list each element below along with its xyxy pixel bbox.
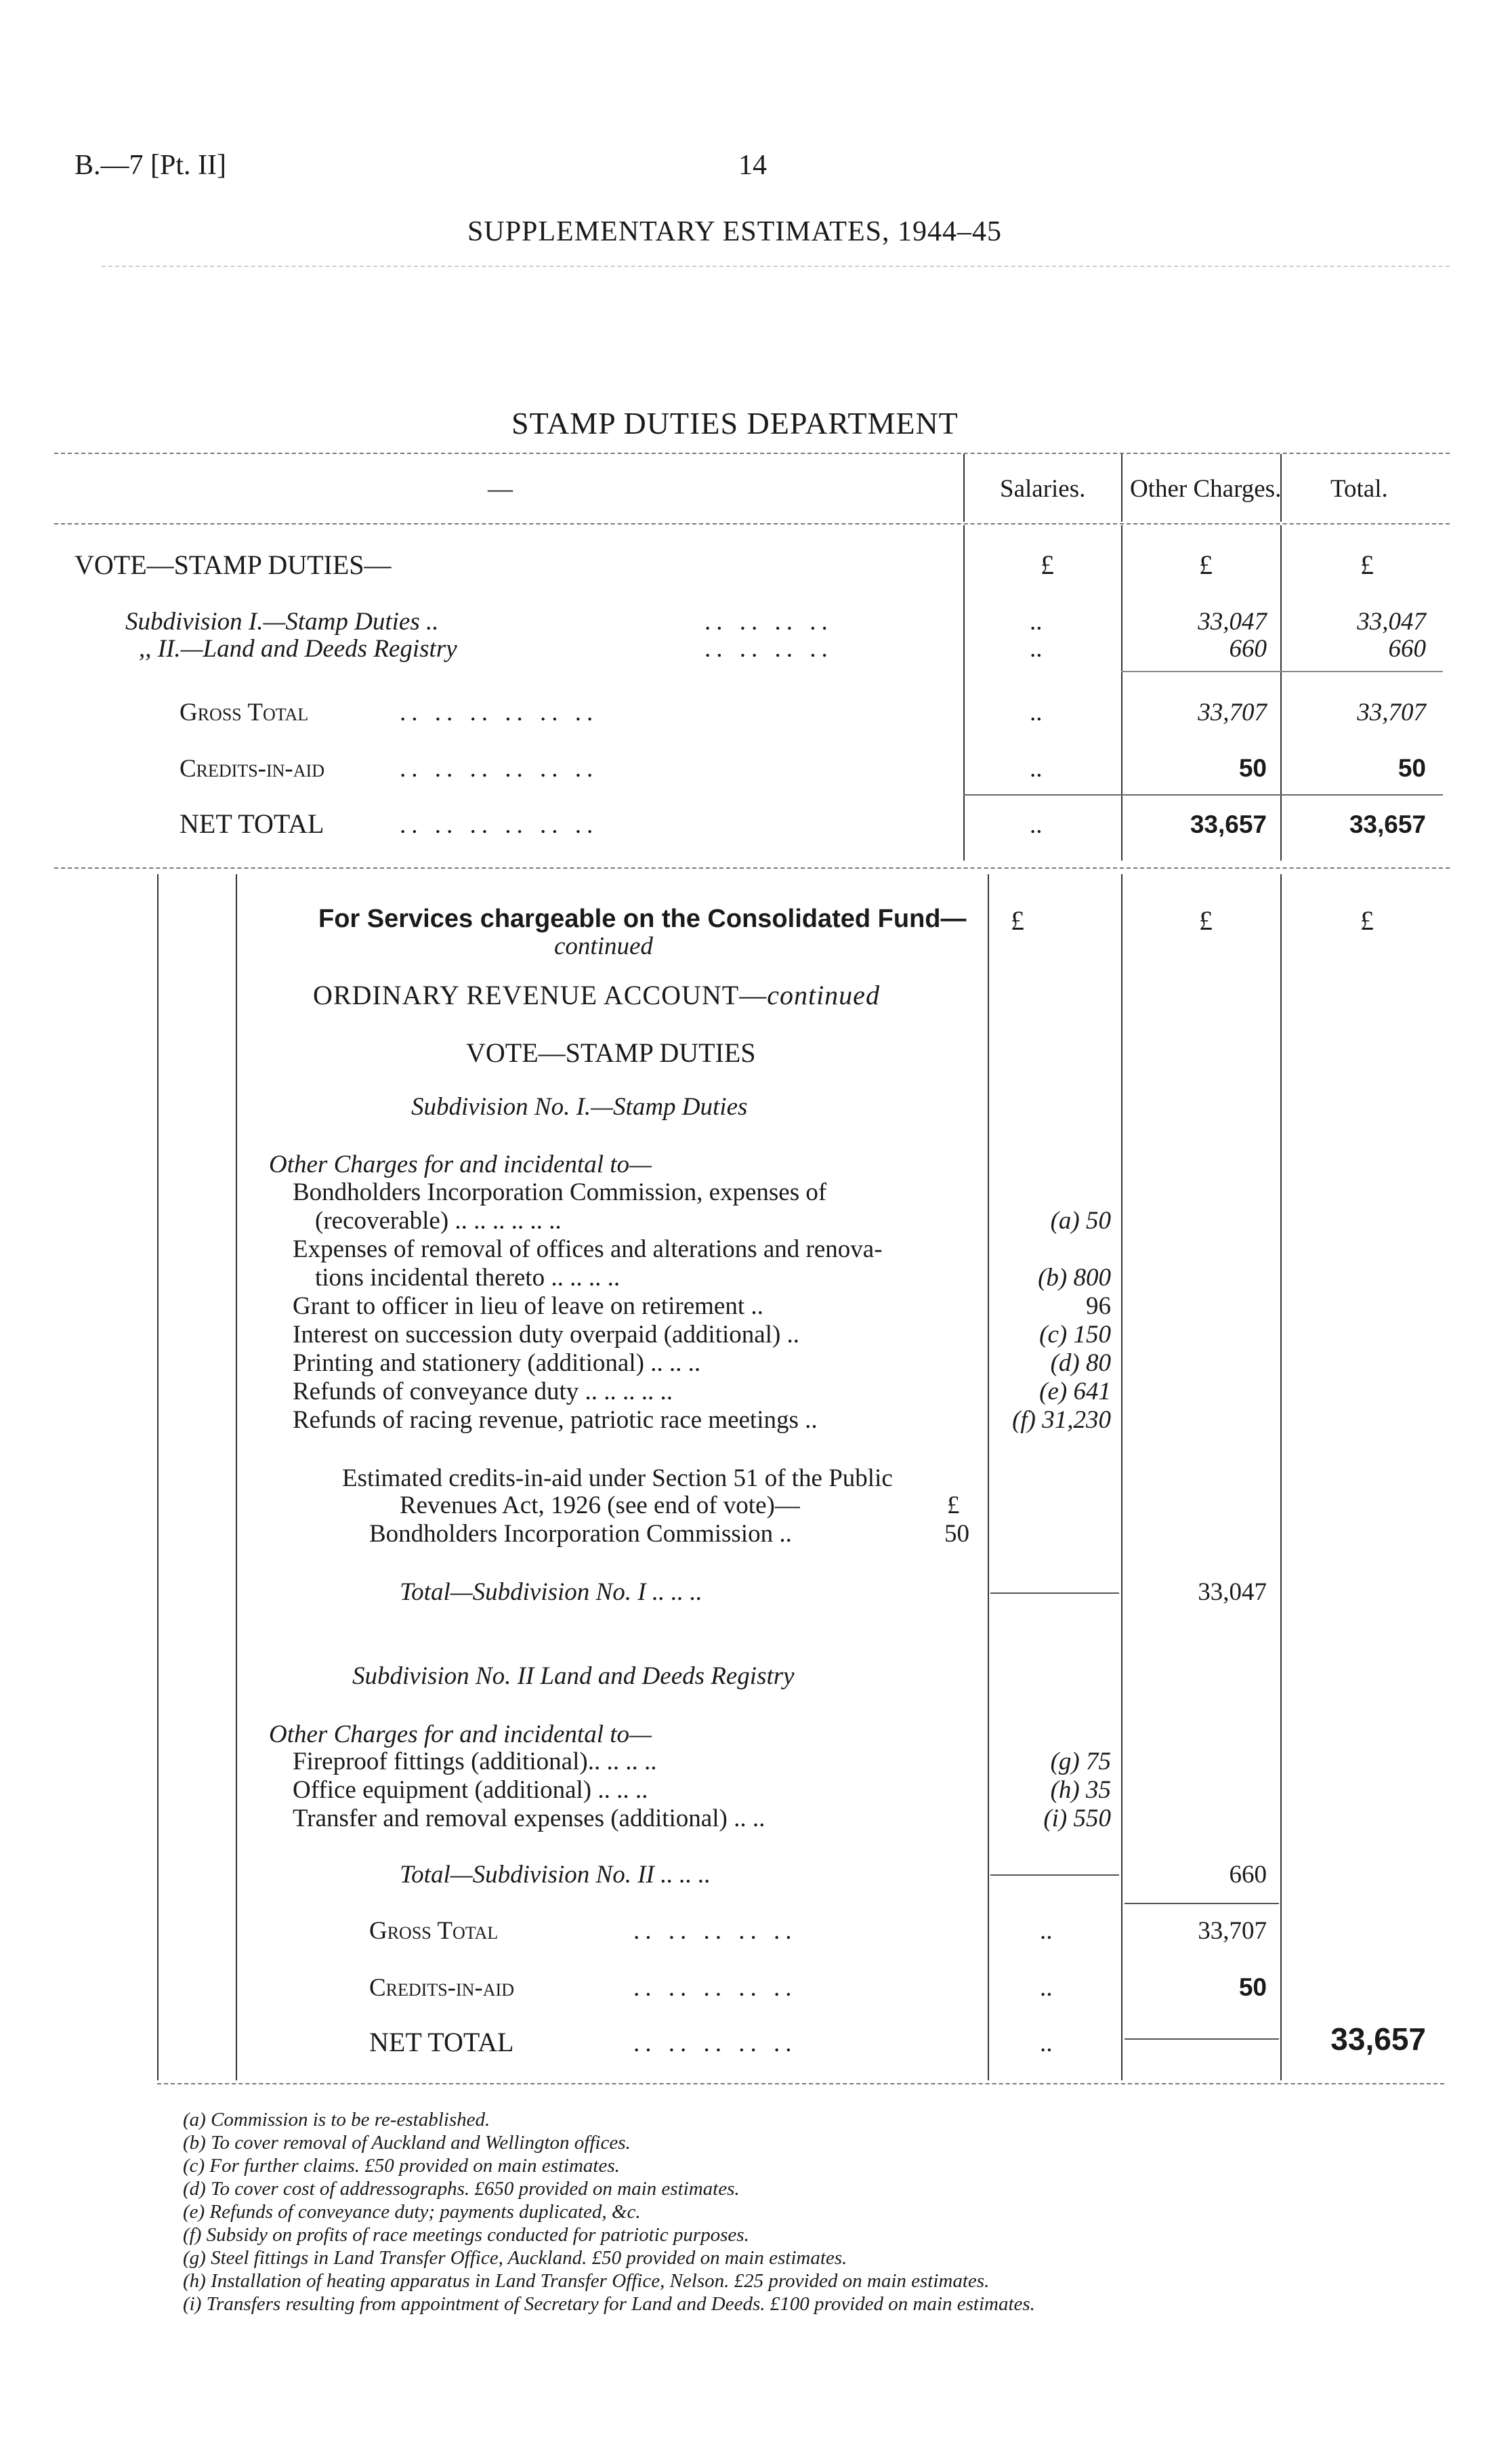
detail-other-charges-2: Other Charges for and incidental to— bbox=[269, 1721, 652, 1748]
line-item-text: Fireproof fittings (additional).. .. .. .. bbox=[293, 1748, 657, 1775]
summary-net-salaries: .. bbox=[1030, 811, 1043, 839]
detail-other-charges-1: Other Charges for and incidental to— bbox=[269, 1151, 652, 1178]
currency-symbol: £ bbox=[1199, 905, 1213, 936]
footnote: (a) Commission is to be re-established. bbox=[183, 2109, 490, 2131]
summary-net-label: NET TOTAL bbox=[180, 808, 324, 839]
line-item-value: (g) 75 bbox=[1050, 1748, 1111, 1775]
footnote: (i) Transfers resulting from appointment of Secretary for Land and Deeds. £100 provided on main estimates. bbox=[183, 2293, 1035, 2315]
sum-rule bbox=[990, 1592, 1119, 1594]
line-item-text: tions incidental thereto .. .. .. .. bbox=[315, 1264, 621, 1292]
subdivision-2-total-value: 660 bbox=[1229, 1861, 1267, 1889]
sum-rule bbox=[1280, 671, 1443, 672]
currency-symbol: £ bbox=[1360, 550, 1374, 580]
credits-note-line-1: Estimated credits-in-aid under Section 51 of the Public bbox=[342, 1464, 893, 1492]
summary-credits-label: Credits-in-aid bbox=[180, 755, 324, 783]
detail-net-salaries: .. bbox=[1040, 2030, 1053, 2057]
detail-gross-label: Gross Total bbox=[369, 1917, 499, 1945]
line-item-text: Refunds of racing revenue, patriotic race meetings .. bbox=[293, 1406, 818, 1434]
leader-dots: .. .. .. .. .. bbox=[633, 1974, 797, 2002]
detail-heading-account bbox=[313, 979, 880, 1011]
department-title: STAMP DUTIES DEPARTMENT bbox=[511, 406, 959, 440]
summary-header-rule bbox=[54, 523, 1450, 524]
summary-gross-salaries: .. bbox=[1030, 699, 1043, 726]
line-item-value: (f) 31,230 bbox=[1012, 1406, 1111, 1434]
line-item-value: (i) 550 bbox=[1043, 1805, 1111, 1832]
col-header-total: Total. bbox=[1330, 475, 1388, 503]
footnote: (f) Subsidy on profits of race meetings conducted for patriotic purposes. bbox=[183, 2224, 749, 2246]
currency-symbol: £ bbox=[1360, 905, 1374, 936]
leader-dots: .. .. .. .. .. bbox=[633, 1917, 797, 1945]
summary-credits-salaries: .. bbox=[1030, 755, 1043, 783]
footnote: (e) Refunds of conveyance duty; payments duplicated, &c. bbox=[183, 2201, 641, 2223]
line-item-text: Grant to officer in lieu of leave on retirement .. bbox=[293, 1292, 763, 1320]
credits-note-value: 50 bbox=[944, 1520, 969, 1548]
page-title: SUPPLEMENTARY ESTIMATES, 1944–45 bbox=[467, 216, 1002, 247]
sum-rule bbox=[963, 794, 1443, 796]
currency-symbol: £ bbox=[1041, 550, 1054, 580]
detail-credits-salaries: .. bbox=[1040, 1974, 1053, 2002]
detail-credits-value: 50 bbox=[1238, 1973, 1267, 2001]
col-divider bbox=[1280, 525, 1282, 861]
summary-gross-total: 33,707 bbox=[1357, 699, 1426, 726]
detail-net-label: NET TOTAL bbox=[369, 2027, 514, 2057]
summary-net-other: 33,657 bbox=[1190, 810, 1267, 838]
leader-dots: .. .. .. .. bbox=[705, 635, 833, 663]
col-header-salaries: Salaries. bbox=[1000, 475, 1086, 503]
sum-rule bbox=[990, 1874, 1119, 1876]
summary-row-total: 660 bbox=[1388, 635, 1426, 663]
leader-dots: .. .. .. .. .. .. bbox=[400, 811, 599, 839]
detail-net-value: 33,657 bbox=[1330, 2021, 1426, 2057]
col-divider bbox=[1121, 454, 1122, 522]
col-divider bbox=[1280, 874, 1282, 2080]
summary-row-other: 660 bbox=[1229, 635, 1267, 663]
line-item-text: Bondholders Incorporation Commission, expenses of bbox=[293, 1178, 827, 1206]
line-item-value: (b) 800 bbox=[1038, 1264, 1111, 1292]
summary-vote-label: VOTE—STAMP DUTIES— bbox=[75, 550, 392, 580]
line-item-value: (e) 641 bbox=[1039, 1378, 1111, 1405]
detail-gross-value: 33,707 bbox=[1198, 1917, 1267, 1945]
detail-subdivision-1: Subdivision No. I.—Stamp Duties bbox=[411, 1093, 748, 1121]
credits-note-line-3: Bondholders Incorporation Commission .. bbox=[369, 1520, 792, 1548]
sum-rule bbox=[1125, 1903, 1279, 1904]
line-item-text: (recoverable) .. .. .. .. .. .. bbox=[315, 1207, 562, 1235]
sum-rule bbox=[1125, 2038, 1279, 2040]
detail-heading-fund-continued: continued bbox=[554, 932, 653, 960]
line-item-text: Expenses of removal of offices and alterations and renova- bbox=[293, 1235, 883, 1263]
subdivision-2-total-label: Total—Subdivision No. II .. .. .. bbox=[400, 1861, 711, 1889]
col-divider bbox=[1121, 525, 1122, 861]
summary-row-label: ,, II.—Land and Deeds Registry bbox=[139, 635, 457, 663]
line-item-text: Office equipment (additional) .. .. .. bbox=[293, 1776, 648, 1804]
document-reference: B.—7 [Pt. II] bbox=[75, 150, 226, 181]
currency-symbol: £ bbox=[947, 1491, 960, 1519]
detail-heading-account-text: ORDINARY REVENUE ACCOUNT— bbox=[313, 980, 768, 1010]
header-rule bbox=[102, 266, 1450, 267]
footnote: (b) To cover removal of Auckland and Wellington offices. bbox=[183, 2132, 631, 2154]
summary-row-salaries: .. bbox=[1030, 635, 1043, 663]
summary-credits-other: 50 bbox=[1238, 754, 1267, 782]
subdivision-1-total-label: Total—Subdivision No. I .. .. .. bbox=[400, 1578, 702, 1606]
footnote: (c) For further claims. £50 provided on main estimates. bbox=[183, 2155, 620, 2177]
col-divider bbox=[963, 525, 965, 861]
col-divider bbox=[988, 874, 989, 2080]
summary-gross-other: 33,707 bbox=[1198, 699, 1267, 726]
summary-credits-total: 50 bbox=[1398, 754, 1426, 782]
page-number: 14 bbox=[738, 150, 767, 181]
footnote: (d) To cover cost of addressographs. £650 provided on main estimates. bbox=[183, 2178, 740, 2200]
line-item-text: Interest on succession duty overpaid (additional) .. bbox=[293, 1321, 800, 1349]
leader-dots: .. .. .. .. .. .. bbox=[400, 699, 599, 726]
margin-rule bbox=[157, 874, 159, 2080]
footnote: (g) Steel fittings in Land Transfer Office, Auckland. £50 provided on main estimates. bbox=[183, 2247, 847, 2269]
sum-rule bbox=[1121, 671, 1280, 672]
summary-top-rule bbox=[54, 453, 1450, 454]
detail-heading-fund: For Services chargeable on the Consolidated Fund— bbox=[318, 905, 967, 933]
detail-bottom-rule bbox=[157, 2083, 1444, 2084]
line-item-value: 96 bbox=[1086, 1292, 1111, 1320]
summary-gross-label: Gross Total bbox=[180, 699, 309, 726]
line-item-text: Refunds of conveyance duty .. .. .. .. .. bbox=[293, 1378, 673, 1405]
line-item-text: Printing and stationery (additional) .. .. .. bbox=[293, 1349, 701, 1377]
col-divider bbox=[963, 454, 965, 522]
summary-row-salaries: .. bbox=[1030, 608, 1043, 636]
detail-vote-title: VOTE—STAMP DUTIES bbox=[466, 1037, 756, 1068]
detail-credits-label: Credits-in-aid bbox=[369, 1974, 514, 2002]
subdivision-1-total-value: 33,047 bbox=[1198, 1578, 1267, 1606]
summary-net-total: 33,657 bbox=[1349, 810, 1426, 838]
credits-note-line-2: Revenues Act, 1926 (see end of vote)— bbox=[400, 1491, 800, 1519]
line-item-value: (h) 35 bbox=[1050, 1776, 1111, 1804]
col-header-other-charges: Other Charges. bbox=[1130, 475, 1282, 503]
line-item-value: (d) 80 bbox=[1050, 1349, 1111, 1377]
leader-dots: .. .. .. .. bbox=[705, 608, 833, 636]
summary-row-total: 33,047 bbox=[1357, 608, 1426, 636]
line-item-value: (c) 150 bbox=[1039, 1321, 1111, 1349]
summary-row-other: 33,047 bbox=[1198, 608, 1267, 636]
summary-bottom-rule bbox=[54, 867, 1450, 869]
leader-dots: .. .. .. .. .. bbox=[633, 2030, 797, 2057]
margin-rule bbox=[236, 874, 237, 2080]
col-header-blank: — bbox=[488, 475, 513, 503]
summary-row-label: Subdivision I.—Stamp Duties .. bbox=[125, 608, 439, 636]
leader-dots: .. .. .. .. .. .. bbox=[400, 755, 599, 783]
line-item-value: (a) 50 bbox=[1050, 1207, 1111, 1235]
detail-heading-account-continued: continued bbox=[767, 980, 880, 1010]
currency-symbol: £ bbox=[1199, 550, 1213, 580]
footnote: (h) Installation of heating apparatus in Land Transfer Office, Nelson. £25 provided on main estimates. bbox=[183, 2270, 990, 2292]
line-item-text: Transfer and removal expenses (additional) .. .. bbox=[293, 1805, 765, 1832]
detail-subdivision-2: Subdivision No. II Land and Deeds Registry bbox=[352, 1662, 795, 1690]
col-divider bbox=[1121, 874, 1122, 2080]
currency-symbol: £ bbox=[1011, 905, 1024, 936]
detail-gross-salaries: .. bbox=[1040, 1917, 1053, 1945]
